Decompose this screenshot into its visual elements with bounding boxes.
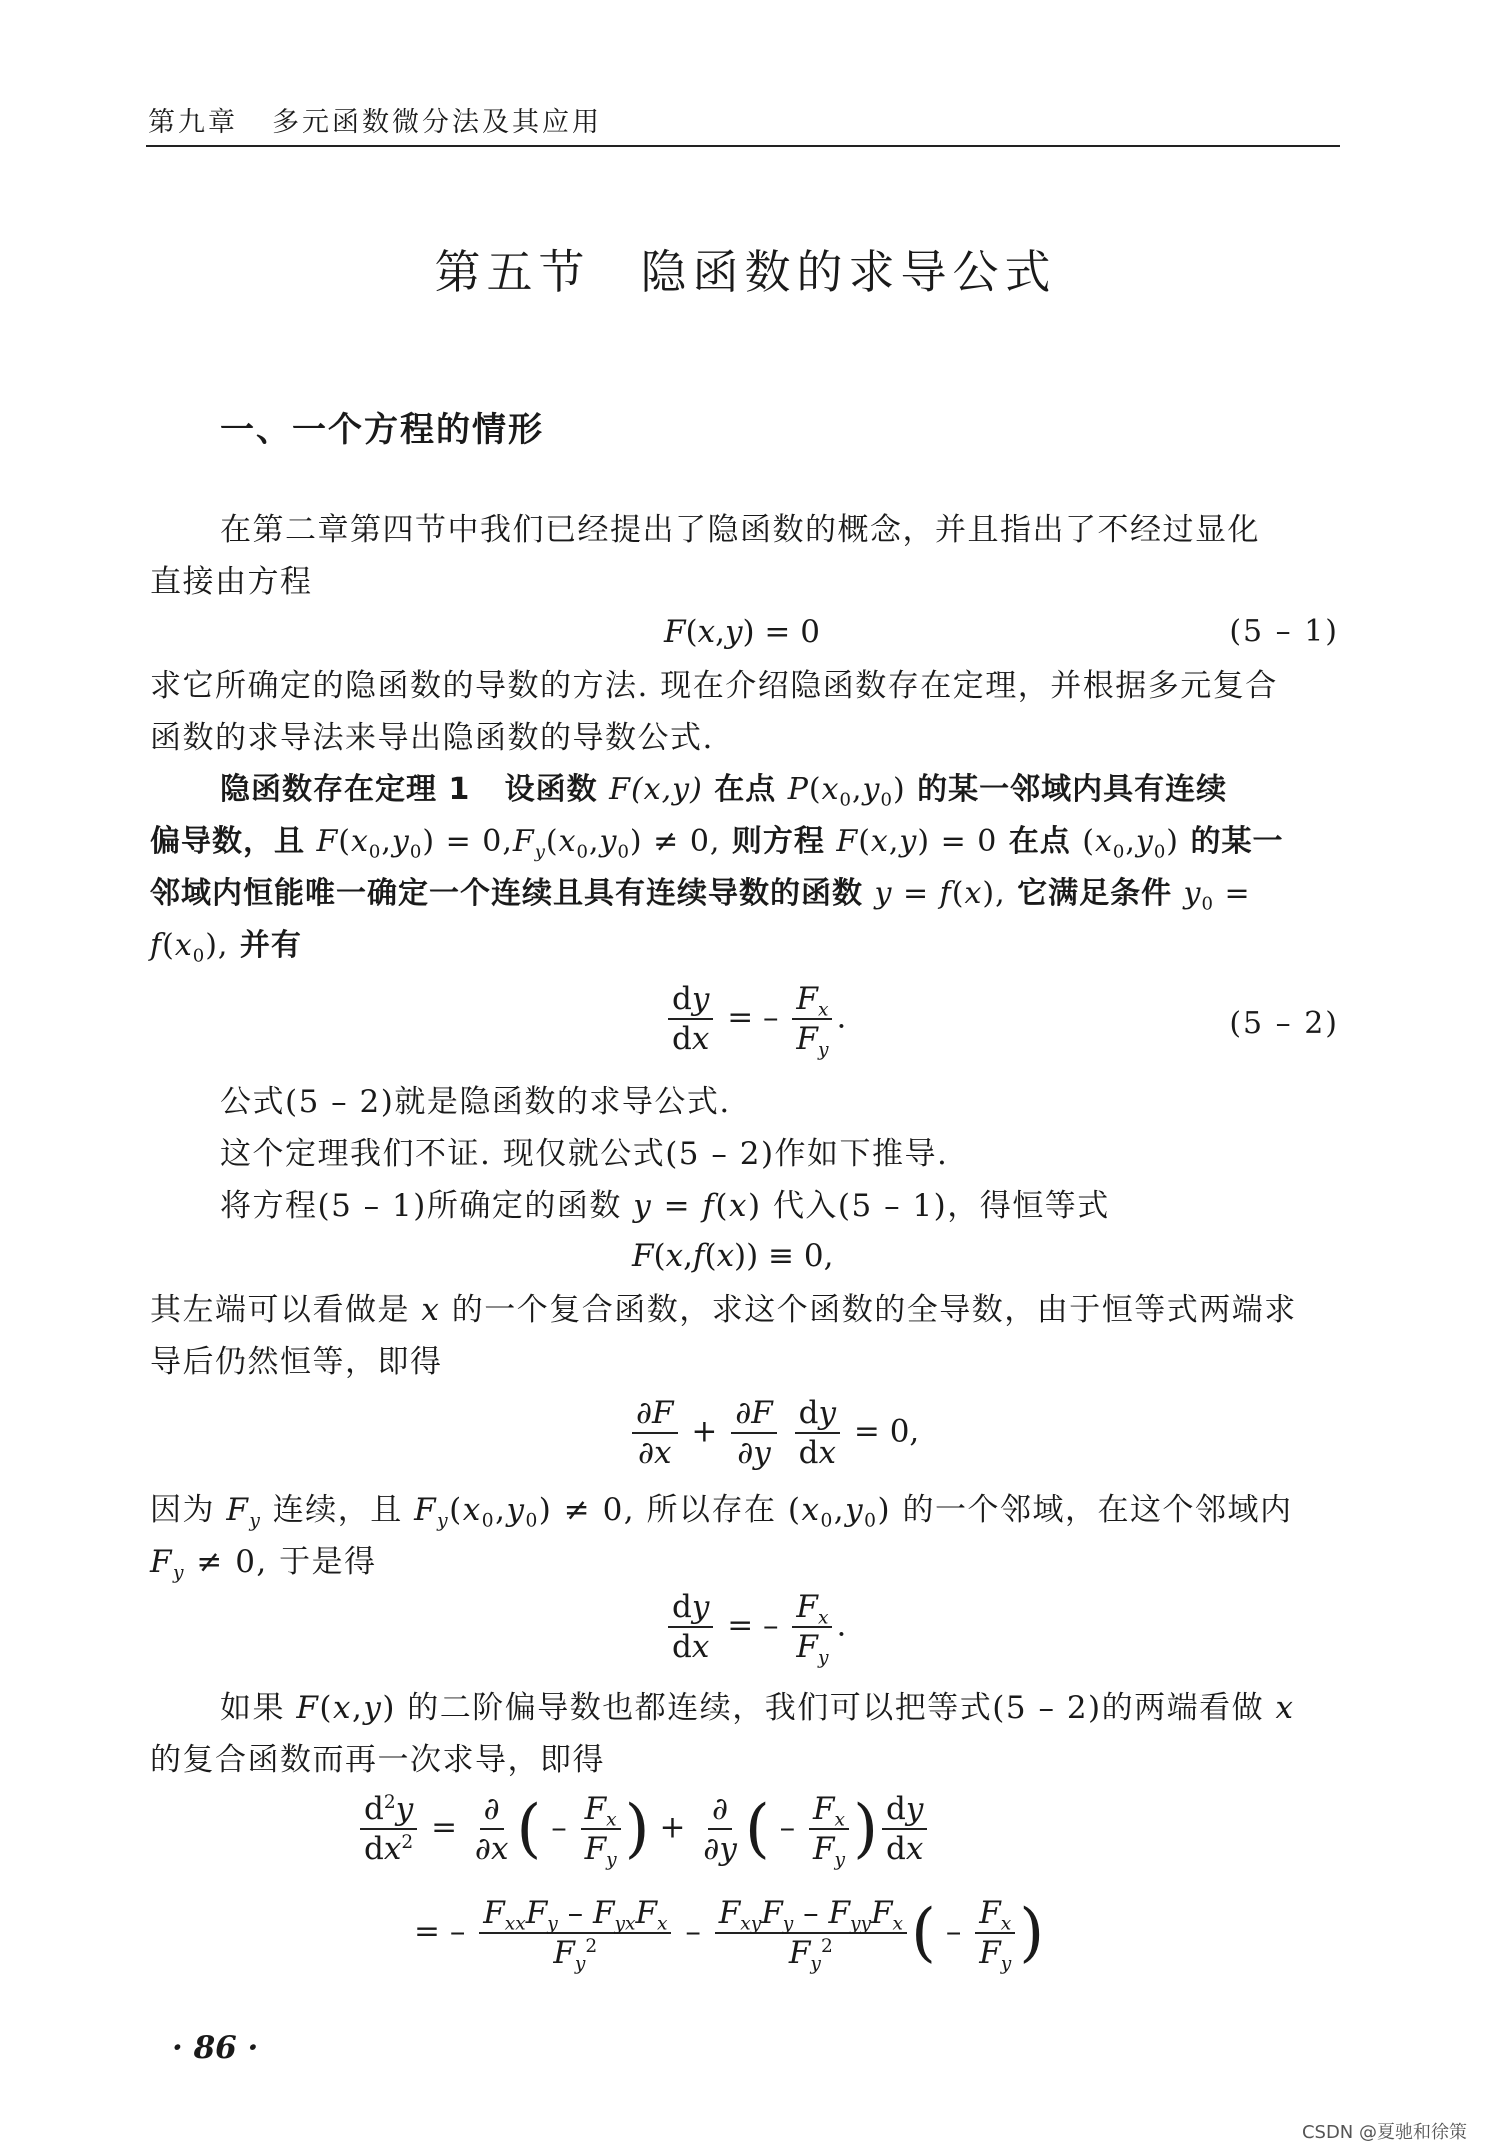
text-span: 的一个复合函数，求这个函数的全导数，由于恒等式两端求 bbox=[451, 1292, 1297, 1328]
theorem-line4: $f(x_0)$, 并有 bbox=[150, 928, 302, 967]
chapter-title: 多元函数微分法及其应用 bbox=[272, 107, 602, 138]
text-span: 的二阶偏导数也都连续，我们可以把等式(5 – 2)的两端看做 bbox=[407, 1690, 1265, 1726]
equation-5-1-number: (5 – 1) bbox=[1229, 614, 1339, 649]
para-formula-note: 公式(5 – 2)就是隐函数的求导公式. bbox=[220, 1084, 731, 1120]
para1-line1: 在第二章第四节中我们已经提出了隐函数的概念，并且指出了不经过显化 bbox=[220, 512, 1260, 548]
text-span: 的一个邻域，在这个邻域内 bbox=[902, 1492, 1293, 1528]
para-no-proof: 这个定理我们不证. 现仅就公式(5 – 2)作如下推导. bbox=[220, 1136, 949, 1172]
running-header bbox=[148, 100, 1338, 139]
para4-line1: 因为 $F_y$ 连续，且 $F_y(x_0,y_0) \ne 0$, 所以存在 $(x_0,y_0)$ 的一个邻域，在这个邻域内 bbox=[150, 1492, 1293, 1532]
theorem-text: 在点 bbox=[1008, 824, 1071, 859]
theorem-text: 邻域内恒能唯一确定一个连续且具有连续导数的函数 bbox=[150, 876, 863, 911]
text-span: 于是得 bbox=[279, 1544, 377, 1580]
para2-line2: 函数的求导法来导出隐函数的导数公式. bbox=[150, 720, 714, 756]
theorem-text: 偏导数，且 bbox=[150, 824, 305, 859]
derivative-result-equation: $\frac{dy}{dx}$ = – $\frac{F_x}{F_y}$ . bbox=[664, 1590, 846, 1664]
equation-5-2-number: (5 – 2) bbox=[1229, 1006, 1339, 1041]
theorem-text: 的某一 bbox=[1190, 824, 1284, 859]
page-number: · 86 · bbox=[172, 2030, 259, 2066]
para5-line2: 的复合函数而再一次求导，即得 bbox=[150, 1742, 605, 1778]
theorem-text: 它满足条件 bbox=[1017, 876, 1173, 911]
header-rule bbox=[146, 145, 1340, 147]
theorem-line3: 邻域内恒能唯一确定一个连续且具有连续导数的函数 y = f(x), 它满足条件 $y_0$ = bbox=[150, 876, 1251, 915]
identity-equation: F(x,f(x)) ≡ 0, bbox=[632, 1238, 834, 1274]
text-span: 如果 bbox=[220, 1690, 285, 1726]
second-derivative-line1: $\frac{d^2y}{dx^2}$ = $\frac{\partial}{\partial x}$ ( – $\frac{F_x}{F_y}$ ) + $\frac{\partial}{\partial y}$ ( – $\frac{F_x}{F_y}$ ) $\frac{dy}{dx}$ bbox=[356, 1792, 931, 1866]
section-number: 第五节 bbox=[434, 245, 591, 299]
watermark: CSDN @夏驰和徐策 bbox=[1301, 2122, 1467, 2143]
theorem-text: 在点 bbox=[714, 772, 777, 807]
text-span: 因为 bbox=[150, 1492, 215, 1528]
theorem-text: 的某一邻域内具有连续 bbox=[917, 772, 1228, 807]
para1-line2: 直接由方程 bbox=[150, 564, 313, 600]
para4-line2: $F_y \ne 0$, 于是得 bbox=[150, 1544, 377, 1584]
text-span: 所以存在 bbox=[646, 1492, 777, 1528]
para3-line1: 其左端可以看做是 x 的一个复合函数，求这个函数的全导数，由于恒等式两端求 bbox=[150, 1292, 1297, 1328]
theorem-name: 隐函数存在定理 1 bbox=[220, 772, 471, 807]
para3-line2: 导后仍然恒等，即得 bbox=[150, 1344, 443, 1380]
theorem-line1: 隐函数存在定理 1 设函数 F(x,y) 在点 $P(x_0,y_0)$ 的某一邻域内具有连续 bbox=[220, 772, 1228, 811]
section-title bbox=[0, 236, 1491, 302]
section-name: 隐函数的求导公式 bbox=[640, 245, 1057, 299]
para5-line1: 如果 F(x,y) 的二阶偏导数也都连续，我们可以把等式(5 – 2)的两端看做 x bbox=[220, 1690, 1295, 1726]
theorem-text: 则方程 bbox=[731, 824, 825, 859]
second-derivative-line2: = – $\frac{F_{xx}F_y - F_{yx}F_x}{F_y^2}$ – $\frac{F_{xy}F_y - F_{yy}F_x}{F_y^2}$ ( – $\frac{F_x}{F_y}$ ) bbox=[414, 1895, 1045, 1975]
para-substitute: 将方程(5 – 1)所确定的函数 y = f(x) 代入(5 – 1)，得恒等式 bbox=[220, 1188, 1110, 1224]
para2-line1: 求它所确定的隐函数的导数的方法. 现在介绍隐函数存在定理，并根据多元复合 bbox=[150, 668, 1278, 704]
text-span: 将方程(5 – 1)所确定的函数 bbox=[220, 1188, 622, 1224]
equation-5-2: $\frac{dy}{dx}$ = – $\frac{F_x}{F_y}$ . bbox=[664, 982, 846, 1056]
chapter-label: 第九章 bbox=[148, 107, 238, 138]
text-span: 连续，且 bbox=[272, 1492, 403, 1528]
theorem-text: 设函数 bbox=[504, 772, 598, 807]
text-span: 代入(5 – 1)，得恒等式 bbox=[772, 1188, 1110, 1224]
subsection-heading: 一、一个方程的情形 bbox=[220, 410, 544, 450]
theorem-text: 并有 bbox=[239, 928, 302, 963]
theorem-line2: 偏导数，且 $F(x_0,y_0) = 0,F_y(x_0,y_0) \ne 0$, 则方程 F(x,y) = 0 在点 $(x_0,y_0)$ 的某一 bbox=[150, 824, 1284, 863]
total-derivative-equation: $\frac{\partial F}{\partial x}$ + $\frac{\partial F}{\partial y}$ $\frac{dy}{dx}$ = 0, bbox=[628, 1396, 919, 1470]
text-span: 其左端可以看做是 bbox=[150, 1292, 410, 1328]
equation-5-1: F(x,y) = 0 bbox=[664, 614, 820, 650]
